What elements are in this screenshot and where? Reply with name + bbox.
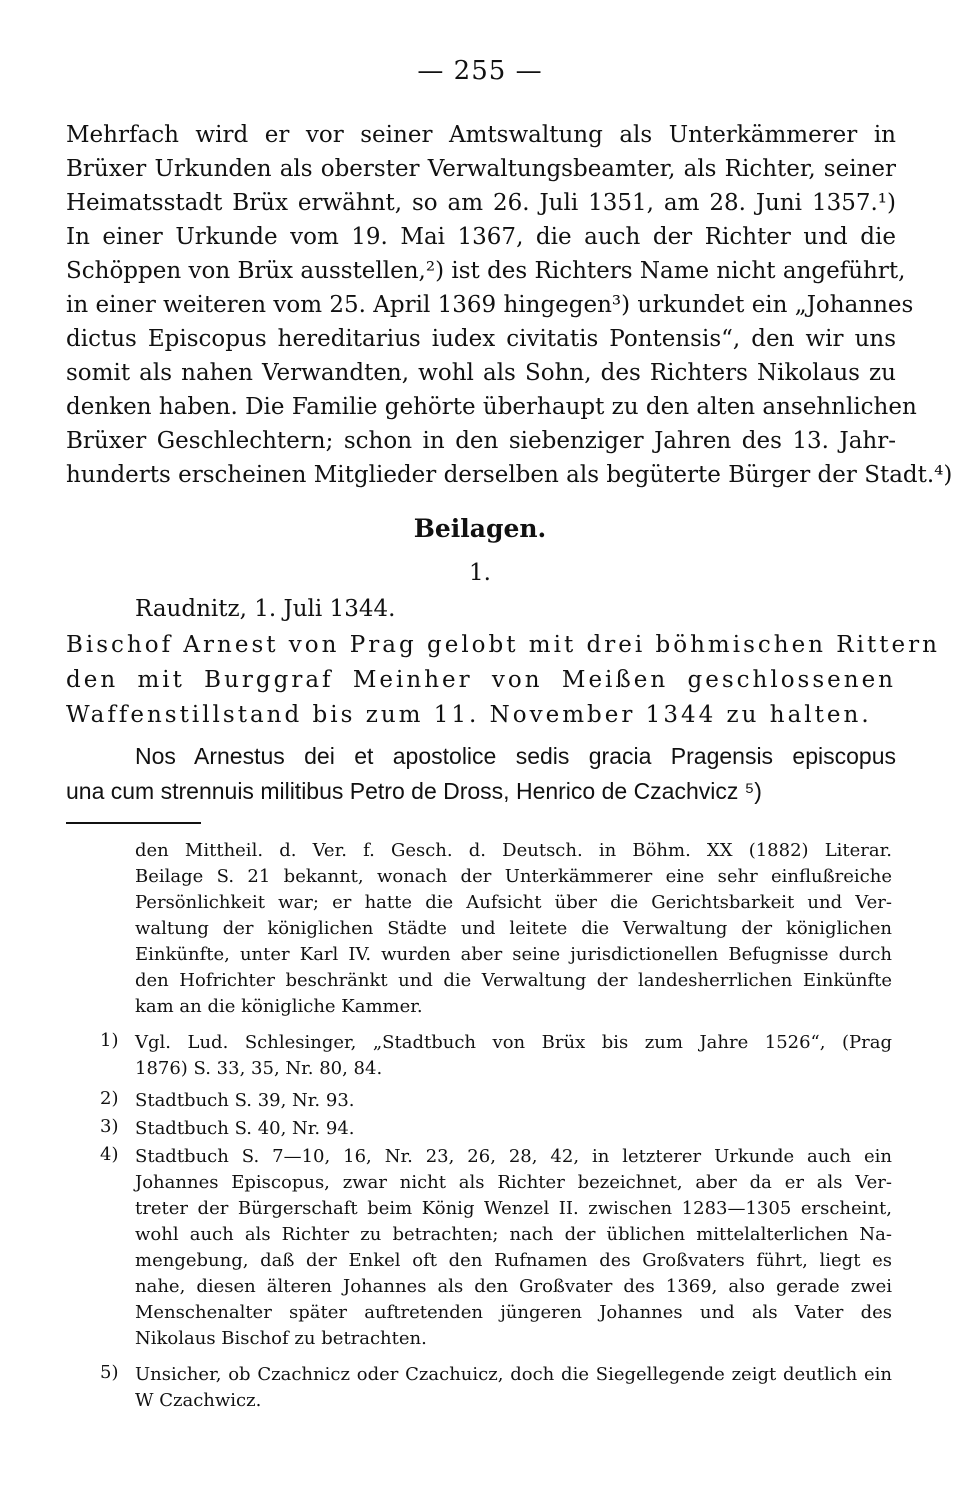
body-line: dictus Episcopus hereditarius iudex civitatis Pontensis“, den wir uns	[66, 326, 896, 352]
section-title: Beilagen.	[413, 514, 547, 543]
footnote-line: 1876) S. 33, 35, Nr. 80, 84.	[135, 1058, 383, 1079]
body-line: Heimatsstadt Brüx erwähnt, so am 26. Juli 1351, am 28. Juni 1357.¹)	[66, 190, 896, 216]
place-date: Raudnitz, 1. Juli 1344.	[135, 596, 396, 622]
footnote-line: Menschenalter später auftretenden jüngeren Johannes und als Vater des	[135, 1302, 892, 1323]
footnote-line: Stadtbuch S. 40, Nr. 94.	[135, 1118, 355, 1139]
body-line: Schöppen von Brüx ausstellen,²) ist des Richters Name nicht angeführt,	[66, 258, 906, 284]
footnote-marker: 3)	[100, 1116, 119, 1137]
body-line: in einer weiteren vom 25. April 1369 hingegen³) urkundet ein „Johannes	[66, 292, 914, 318]
body-line: somit als nahen Verwandten, wohl als Sohn, des Richters Nikolaus zu	[66, 360, 896, 386]
footnote-line: Persönlichkeit war; er hatte die Aufsicht über die Gerichtsbarkeit und Ver-	[135, 892, 892, 913]
body-line: In einer Urkunde vom 19. Mai 1367, die auch der Richter und die	[66, 224, 896, 250]
footnote-marker: 2)	[100, 1088, 119, 1109]
footnote-line: Stadtbuch S. 39, Nr. 93.	[135, 1090, 355, 1111]
body-line: Mehrfach wird er vor seiner Amtswaltung als Unterkämmerer in	[66, 122, 896, 148]
page-number: — 255 —	[417, 56, 543, 86]
footnote-line: kam an die königliche Kammer.	[135, 996, 423, 1017]
summary-line: Bischof Arnest von Prag gelobt mit drei böhmischen Rittern	[66, 632, 940, 658]
footnote-line: den Mittheil. d. Ver. f. Gesch. d. Deutsch. in Böhm. XX (1882) Literar.	[135, 840, 892, 861]
footnote-line: Stadtbuch S. 7—10, 16, Nr. 23, 26, 28, 42, in letzterer Urkunde auch ein	[135, 1146, 892, 1167]
footnote-line: treter der Bürgerschaft beim König Wenzel II. zwischen 1283—1305 erscheint,	[135, 1198, 892, 1219]
latin-text-line: una cum strennuis militibus Petro de Dross, Henrico de Czachvicz ⁵)	[66, 778, 762, 804]
footnote-line: W Czachwicz.	[135, 1390, 262, 1411]
footnote-line: den Hofrichter beschränkt und die Verwaltung der landesherrlichen Einkünfte	[135, 970, 892, 991]
body-line: Brüxer Geschlechtern; schon in den siebenziger Jahren des 13. Jahr-	[66, 428, 896, 454]
footnote-line: nahe, diesen älteren Johannes als den Großvater des 1369, also gerade zwei	[135, 1276, 892, 1297]
footnote-line: Beilage S. 21 bekannt, wonach der Unterkämmerer eine sehr einflußreiche	[135, 866, 892, 887]
body-line: hunderts erscheinen Mitglieder derselben als begüterte Bürger der Stadt.⁴)	[66, 462, 953, 488]
footnote-line: Vgl. Lud. Schlesinger, „Stadtbuch von Brüx bis zum Jahre 1526“, (Prag	[135, 1032, 892, 1053]
footnote-marker: 5)	[100, 1362, 119, 1383]
footnote-line: wohl auch als Richter zu betrachten; nach der üblichen mittelalterlichen Na-	[135, 1224, 892, 1245]
footnote-separator	[66, 822, 201, 824]
footnote-line: mengebung, daß der Enkel oft den Rufnamen des Großvaters führt, liegt es	[135, 1250, 892, 1271]
summary-line: Waffenstillstand bis zum 11. November 1344 zu halten.	[66, 702, 872, 728]
footnote-line: Unsicher, ob Czachnicz oder Czachuicz, doch die Siegellegende zeigt deutlich ein	[135, 1364, 892, 1385]
footnote-marker: 4)	[100, 1144, 119, 1165]
latin-text-line: Nos Arnestus dei et apostolice sedis gracia Pragensis episcopus	[135, 743, 896, 769]
footnote-line: Johannes Episcopus, zwar nicht als Richter bezeichnet, aber da er als Ver-	[135, 1172, 892, 1193]
body-line: denken haben. Die Familie gehörte überhaupt zu den alten ansehnlichen	[66, 394, 917, 420]
body-line: Brüxer Urkunden als oberster Verwaltungsbeamter, als Richter, seiner	[66, 156, 896, 182]
footnote-line: Einkünfte, unter Karl IV. wurden aber seine jurisdictionellen Befugnisse durch	[135, 944, 892, 965]
section-number: 1.	[469, 560, 491, 586]
footnote-line: waltung der königlichen Städte und leitete die Verwaltung der königlichen	[135, 918, 892, 939]
footnote-marker: 1)	[100, 1030, 119, 1051]
footnote-line: Nikolaus Bischof zu betrachten.	[135, 1328, 427, 1349]
summary-line: den mit Burggraf Meinher von Meißen geschlossenen	[66, 667, 896, 693]
